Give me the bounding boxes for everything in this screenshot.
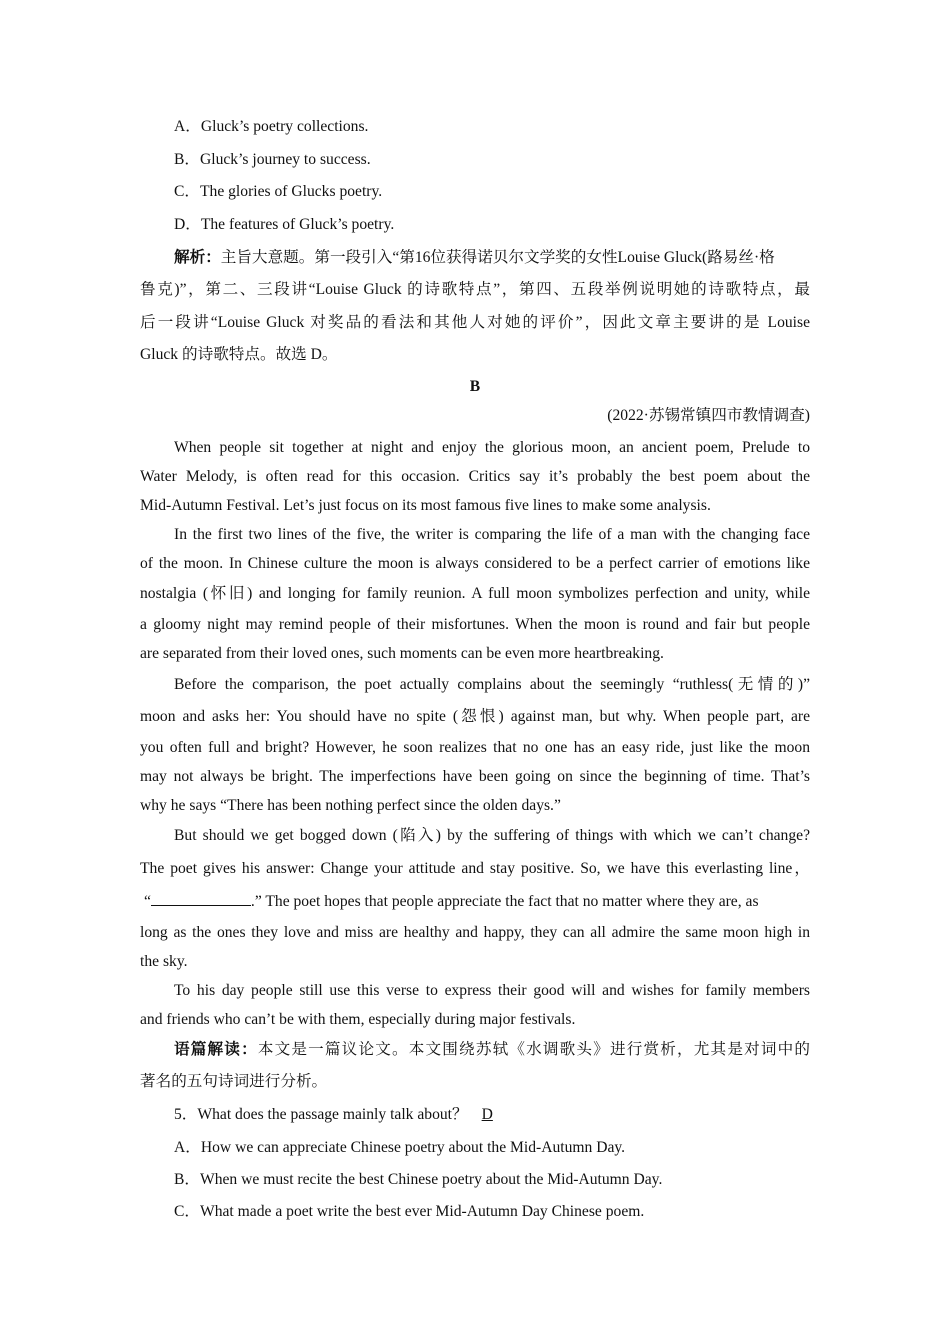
question-5-text: 5．What does the passage mainly talk about？ <box>174 1106 468 1123</box>
p2-line-2: of the moon. In Chinese culture the moon is always considered to be a perfect carrier of emotions like <box>140 555 810 572</box>
analysis-line-3: 后一段讲“Louise Gluck 对奖品的看法和其他人对她的评价”，因此文章主要讲的是 Louise <box>140 314 810 331</box>
p2-line-5: are separated from their loved ones, such moments can be even more heartbreaking. <box>140 645 664 662</box>
p1-line-3: Mid-Autumn Festival. Let’s just focus on its most famous five lines to make some analysis. <box>140 497 711 514</box>
p5-line-2: and friends who can’t be with them, especially during major festivals. <box>140 1011 576 1028</box>
p4-line-3 <box>144 891 810 912</box>
analysis-line-2: 鲁克)”，第二、三段讲“Louise Gluck 的诗歌特点”，第四、五段举例说明她的诗歌特点，最 <box>140 281 810 298</box>
p4-line-1: But should we get bogged down (陷入) by the suffering of things with which we can’t change? <box>174 827 810 844</box>
q5-option-b: B．When we must recite the best Chinese poetry about the Mid-Autumn Day. <box>174 1171 663 1188</box>
option-c: C．The glories of Glucks poetry. <box>174 183 383 200</box>
analysis-label: 解析： <box>174 249 221 266</box>
p1-line-1: When people sit together at night and enjoy the glorious moon, an ancient poem, Prelude to <box>174 439 810 456</box>
p3-line-1: Before the comparison, the poet actually complains about the seemingly “ruthless(无情的)” <box>174 676 810 693</box>
section-heading: B <box>469 378 481 395</box>
p4-line-3-text: ” The poet hopes that people appreciate the fact that no matter where they are, as <box>254 893 759 910</box>
p3-line-3: you often full and bright? However, he soon realizes that no one has an easy ride, just like the moon <box>140 739 810 756</box>
answer-blank <box>151 891 251 906</box>
analysis-line-4: Gluck 的诗歌特点。故选 D。 <box>140 346 338 363</box>
p2-line-1: In the first two lines of the five, the writer is comparing the life of a man with the changing face <box>174 526 810 543</box>
interpretation-text: 本文是一篇议论文。本文围绕苏轼《水调歌头》进行赏析，尤其是对词中的 <box>257 1041 810 1058</box>
q5-option-a: A．How we can appreciate Chinese poetry about the Mid-Autumn Day. <box>174 1139 626 1156</box>
p4-line-5: the sky. <box>140 953 188 970</box>
interpretation-line-1 <box>174 1040 810 1060</box>
question-5-answer: D <box>481 1106 493 1123</box>
p4-line-2: The poet gives his answer: Change your attitude and stay positive. So, we have this everlasting line， <box>140 860 810 877</box>
source-note: (2022·苏锡常镇四市教情调查) <box>607 407 810 424</box>
p5-line-1: To his day people still use this verse to express their good will and wishes for family members <box>174 982 810 999</box>
analysis-line-1 <box>174 248 810 268</box>
interpretation-line-2: 著名的五句诗词进行分析。 <box>140 1073 328 1090</box>
p3-line-4: may not always be bright. The imperfections have been going on since the beginning of time. That’s <box>140 768 810 785</box>
p2-line-3: nostalgia (怀旧) and longing for family reunion. A full moon symbolizes perfection and unity, while <box>140 585 810 602</box>
q5-option-c: C．What made a poet write the best ever Mid-Autumn Day Chinese poem. <box>174 1203 645 1220</box>
option-b: B．Gluck’s journey to success. <box>174 151 371 168</box>
interpretation-label: 语篇解读： <box>174 1041 258 1058</box>
question-5-stem <box>174 1105 810 1125</box>
p1-line-2: Water Melody, is often read for this occasion. Critics say it’s probably the best poem about the <box>140 468 810 485</box>
analysis-text: 主旨大意题。第一段引入“第16位获得诺贝尔文学奖的女性Louise Gluck(路易丝·格 <box>220 249 775 266</box>
p2-line-4: a gloomy night may remind people of their misfortunes. When the moon is round and fair but people <box>140 616 810 633</box>
p3-line-5: why he says “There has been nothing perfect since the olden days.” <box>140 797 561 814</box>
option-a: A．Gluck’s poetry collections. <box>174 118 369 135</box>
p3-line-2: moon and asks her: You should have no spite (怨恨) against man, but why. When people part, are <box>140 708 810 725</box>
blank-dot: . <box>250 893 255 910</box>
p4-line-4: long as the ones they love and miss are healthy and happy, they can all admire the same moon high in <box>140 924 810 941</box>
open-quote: “ <box>144 893 151 910</box>
option-d: D．The features of Gluck’s poetry. <box>174 216 395 233</box>
